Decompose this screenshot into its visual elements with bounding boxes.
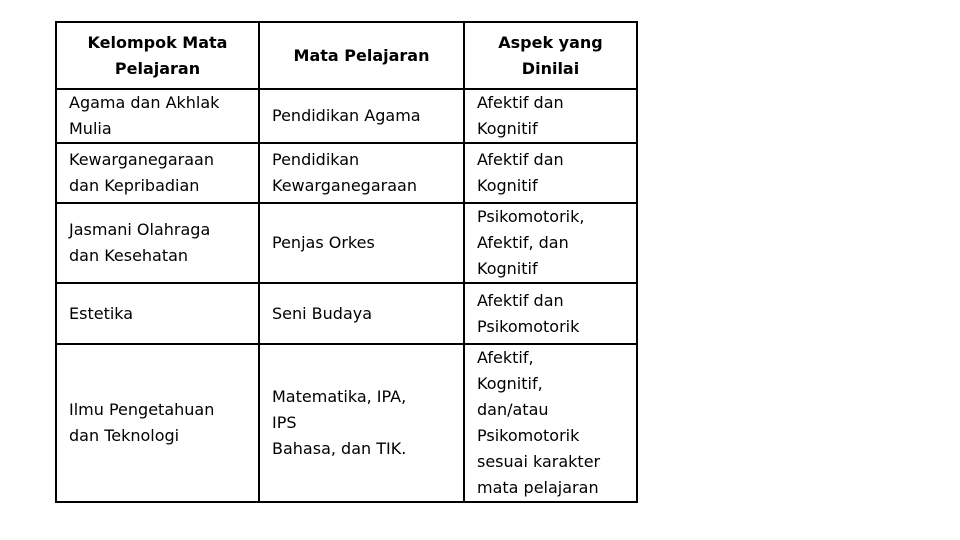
table-row [56,89,637,143]
header-aspect: Aspek yang Dinilai [464,22,637,89]
table-row [56,344,637,502]
cell-aspect: Afektif, Kognitif, dan/atau Psikomotorik sesuai karakter mata pelajaran [464,344,637,502]
table-row [56,283,637,344]
cell-group: Ilmu Pengetahuan dan Teknologi [56,344,259,502]
table-row [56,203,637,283]
cell-subject: Seni Budaya [259,283,464,344]
cell-group: Agama dan Akhlak Mulia [56,89,259,143]
cell-subject: Matematika, IPA, IPS Bahasa, dan TIK. [259,344,464,502]
cell-subject: Pendidikan Kewarganegaraan [259,143,464,203]
cell-aspect: Afektif dan Kognitif [464,143,637,203]
header-group: Kelompok Mata Pelajaran [56,22,259,89]
table-row [56,143,637,203]
cell-aspect: Psikomotorik, Afektif, dan Kognitif [464,203,637,283]
cell-aspect: Afektif dan Psikomotorik [464,283,637,344]
cell-group: Estetika [56,283,259,344]
cell-group: Jasmani Olahraga dan Kesehatan [56,203,259,283]
cell-aspect: Afektif dan Kognitif [464,89,637,143]
cell-subject: Penjas Orkes [259,203,464,283]
table-header-row [56,22,637,89]
header-subject: Mata Pelajaran [259,22,464,89]
cell-group: Kewarganegaraan dan Kepribadian [56,143,259,203]
subjects-table [55,21,638,503]
cell-subject: Pendidikan Agama [259,89,464,143]
